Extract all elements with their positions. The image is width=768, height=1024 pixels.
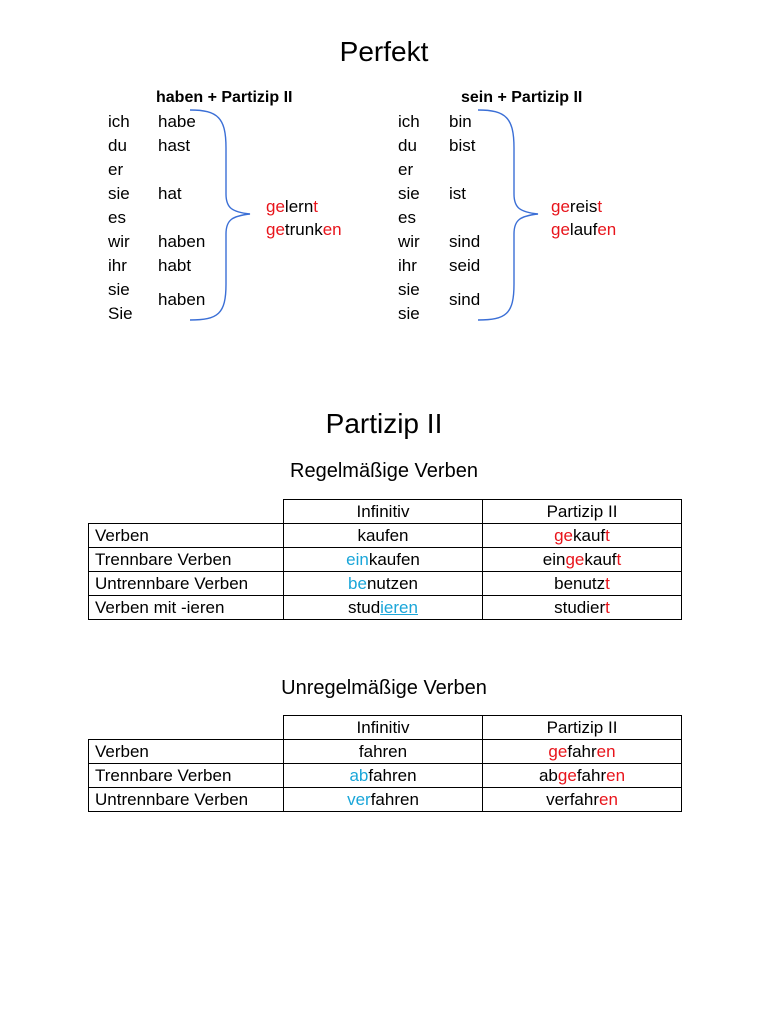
word-segment: lern [284,197,314,216]
auxiliary-verb: habt [158,256,192,275]
word-segment: ein [542,549,566,569]
word-segment: en [606,765,626,785]
word-segment: fahren [368,765,417,785]
partizip-cell [483,524,682,548]
col-partizip: Partizip II [483,500,682,524]
word-segment: ge [557,765,577,785]
perfekt-title: Perfekt [339,36,429,67]
word-segment: ge [266,220,285,239]
infinitive-cell [284,572,483,596]
table-header-row [89,500,682,524]
table-header-row [89,716,682,740]
pronoun: ich [398,112,420,131]
word-segment: trunk [284,220,323,239]
verb-type-label: Untrennbare Verben [89,572,284,596]
table-row [89,548,682,572]
verb-type-label: Verben mit -ieren [89,596,284,620]
pronoun: ihr [108,256,127,275]
auxiliary-verb: habe [158,112,196,131]
verb-type-label: Trennbare Verben [89,548,284,572]
participle [266,195,342,218]
table-row [89,524,682,548]
auxiliary-verb: sind [449,232,481,251]
word-segment: fahren [358,741,408,761]
regular-verbs-table [88,499,682,620]
table-row [89,740,682,764]
word-segment: en [597,220,617,239]
word-segment: kauf [573,525,606,545]
word-segment: kaufen [368,549,420,569]
word-segment: lauf [569,220,598,239]
pronoun: es [108,208,126,227]
word-segment: t [313,197,319,216]
word-segment: ge [266,197,285,216]
sein-brace [478,108,558,324]
word-segment: ab [538,765,558,785]
table-row [89,572,682,596]
pronoun: du [108,136,127,155]
pronoun: er [108,160,124,179]
haben-participles [266,195,342,241]
word-segment: fahr [567,741,597,761]
word-segment: benutz [554,573,606,593]
partizip-cell [483,548,682,572]
infinitive-cell [284,740,483,764]
word-segment: en [596,741,616,761]
col-partizip: Partizip II [483,716,682,740]
auxiliary-verb: bist [449,136,476,155]
word-segment: fahr [576,765,607,785]
pronoun: sie [398,304,420,323]
word-segment: ver [347,789,371,809]
sein-header: sein + Partizip II [461,89,583,106]
participle [551,218,616,241]
word-segment: kaufen [357,525,409,545]
auxiliary-verb: bin [449,112,472,131]
partizip-cell [483,596,682,620]
word-segment: t [616,549,622,569]
auxiliary-verb: seid [449,256,481,275]
partizip-cell [483,740,682,764]
word-segment: fahren [370,789,419,809]
pronoun: wir [108,232,130,251]
auxiliary-verb: hast [158,136,191,155]
auxiliary-verb: haben [158,232,206,251]
word-segment: stud [348,597,381,617]
word-segment: reis [569,197,598,216]
pronoun: es [398,208,416,227]
partizip-cell [483,788,682,812]
participle [551,195,616,218]
pronoun: er [398,160,414,179]
pronoun: Sie [108,304,133,323]
partizip-cell [483,764,682,788]
verb-type-label: Untrennbare Verben [89,788,284,812]
word-segment: verfahr [546,789,599,809]
pronoun: sie [108,280,130,299]
partizip-title: Partizip II [325,408,443,439]
pronoun: ihr [398,256,417,275]
word-segment: t [605,525,610,545]
word-segment: ein [346,549,369,569]
word-segment: t [605,573,610,593]
word-segment: ge [551,197,570,216]
infinitive-cell [284,524,483,548]
word-segment: be [348,573,367,593]
word-segment: ge [551,220,570,239]
verb-type-label: Verben [89,740,284,764]
word-segment: en [322,220,342,239]
pronoun: sie [398,280,420,299]
word-segment: ge [554,525,574,545]
word-segment: studier [554,597,606,617]
pronoun: sie [108,184,130,203]
haben-brace [190,108,270,324]
haben-last-verb: haben [158,290,206,309]
table-row [89,788,682,812]
table-row [89,764,682,788]
word-segment: t [605,597,610,617]
col-infinitiv: Infinitiv [284,716,483,740]
verb-type-label: Verben [89,524,284,548]
infinitive-cell [284,596,483,620]
pronoun: wir [398,232,420,251]
infinitive-cell [284,764,483,788]
word-segment: ge [548,741,568,761]
auxiliary-verb: hat [158,184,182,203]
regular-subtitle: Regelmäßige Verben [290,460,478,482]
irregular-verbs-table [88,715,682,812]
word-segment: t [597,197,603,216]
word-segment: nutzen [366,573,418,593]
pronoun: sie [398,184,420,203]
col-infinitiv: Infinitiv [284,500,483,524]
word-segment: ge [565,549,585,569]
verb-type-label: Trennbare Verben [89,764,284,788]
word-segment: ieren [380,597,418,617]
pronoun: du [398,136,417,155]
infinitive-cell [284,788,483,812]
word-segment: kauf [584,549,617,569]
word-segment: en [599,789,618,809]
infinitive-cell [284,548,483,572]
table-row [89,596,682,620]
word-segment: ab [349,765,369,785]
participle [266,218,342,241]
partizip-cell [483,572,682,596]
haben-header: haben + Partizip II [156,89,293,106]
auxiliary-verb: ist [449,184,466,203]
sein-last-verb: sind [449,290,481,309]
sein-participles [551,195,616,241]
pronoun: ich [108,112,130,131]
irregular-subtitle: Unregelmäßige Verben [281,677,487,699]
